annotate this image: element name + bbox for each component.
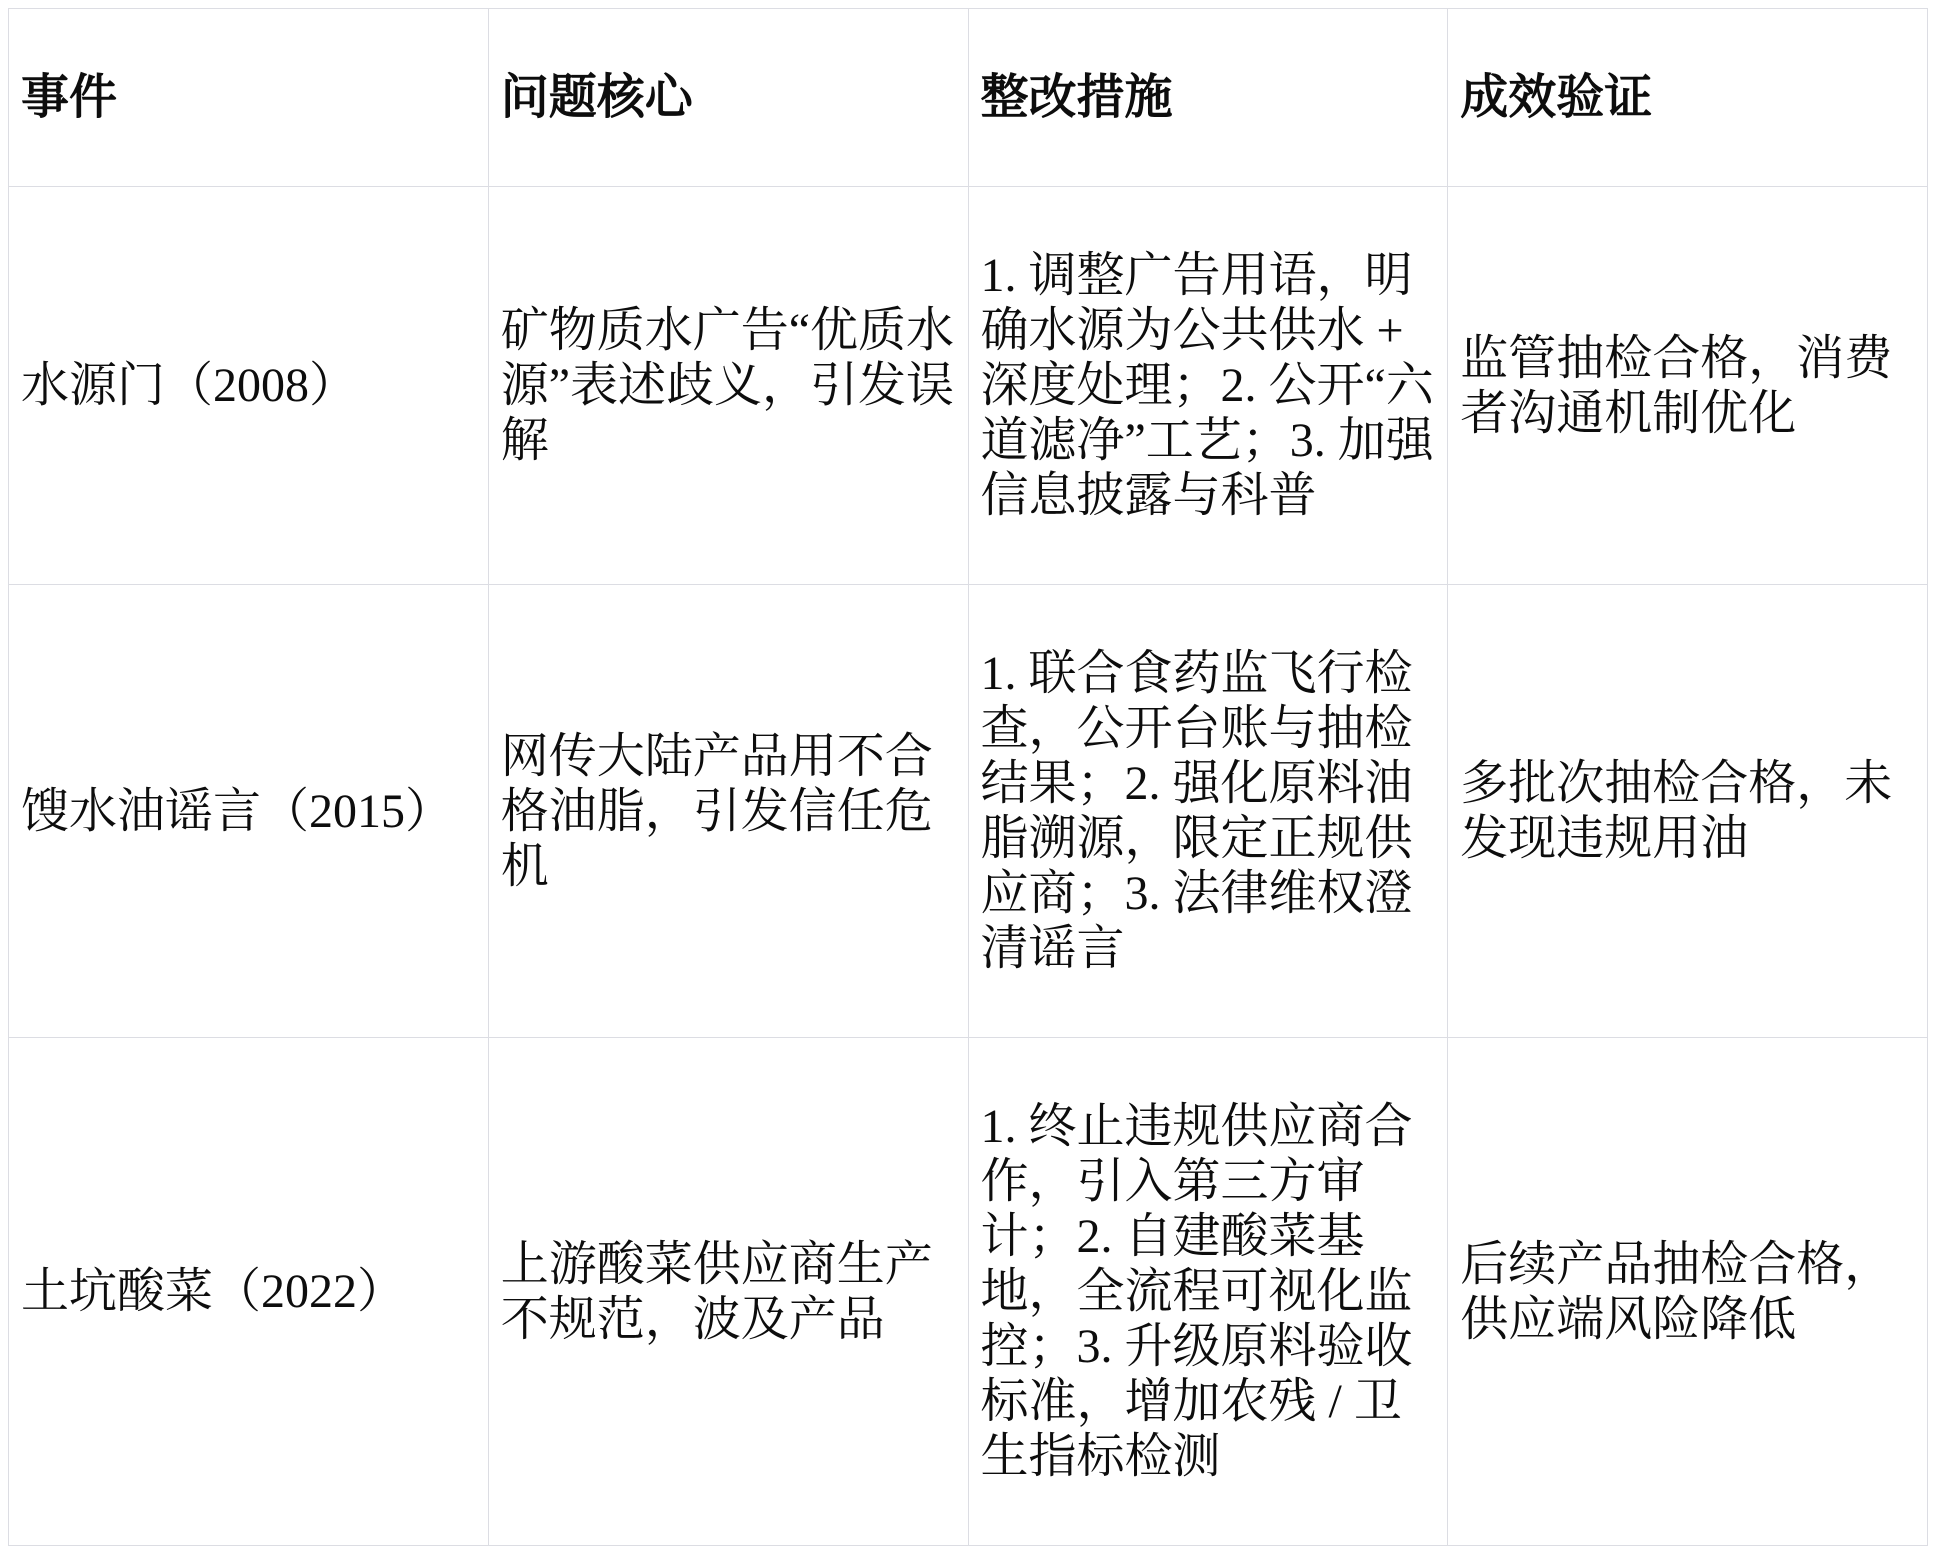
cell-verification: 后续产品抽检合格，供应端风险降低 <box>1448 1038 1928 1546</box>
cell-issue: 网传大陆产品用不合格油脂，引发信任危机 <box>488 585 968 1038</box>
header-issue: 问题核心 <box>488 9 968 187</box>
cell-verification: 多批次抽检合格，未发现违规用油 <box>1448 585 1928 1038</box>
crisis-response-table <box>8 8 1928 1546</box>
header-verification: 成效验证 <box>1448 9 1928 187</box>
table-row <box>9 585 1928 1038</box>
table-row <box>9 1038 1928 1546</box>
table-row <box>9 187 1928 585</box>
cell-event: 馊水油谣言（2015） <box>9 585 489 1038</box>
cell-actions: 1. 调整广告用语，明确水源为公共供水 + 深度处理；2. 公开“六道滤净”工艺；3. 加强信息披露与科普 <box>968 187 1448 585</box>
cell-verification: 监管抽检合格，消费者沟通机制优化 <box>1448 187 1928 585</box>
cell-issue: 上游酸菜供应商生产不规范，波及产品 <box>488 1038 968 1546</box>
cell-event: 水源门（2008） <box>9 187 489 585</box>
cell-event: 土坑酸菜（2022） <box>9 1038 489 1546</box>
header-row <box>9 9 1928 187</box>
header-event: 事件 <box>9 9 489 187</box>
cell-actions: 1. 联合食药监飞行检查，公开台账与抽检结果；2. 强化原料油脂溯源，限定正规供应商；3. 法律维权澄清谣言 <box>968 585 1448 1038</box>
cell-actions: 1. 终止违规供应商合作，引入第三方审计；2. 自建酸菜基地，全流程可视化监控；3. 升级原料验收标准，增加农残 / 卫生指标检测 <box>968 1038 1448 1546</box>
header-actions: 整改措施 <box>968 9 1448 187</box>
cell-issue: 矿物质水广告“优质水源”表述歧义，引发误解 <box>488 187 968 585</box>
